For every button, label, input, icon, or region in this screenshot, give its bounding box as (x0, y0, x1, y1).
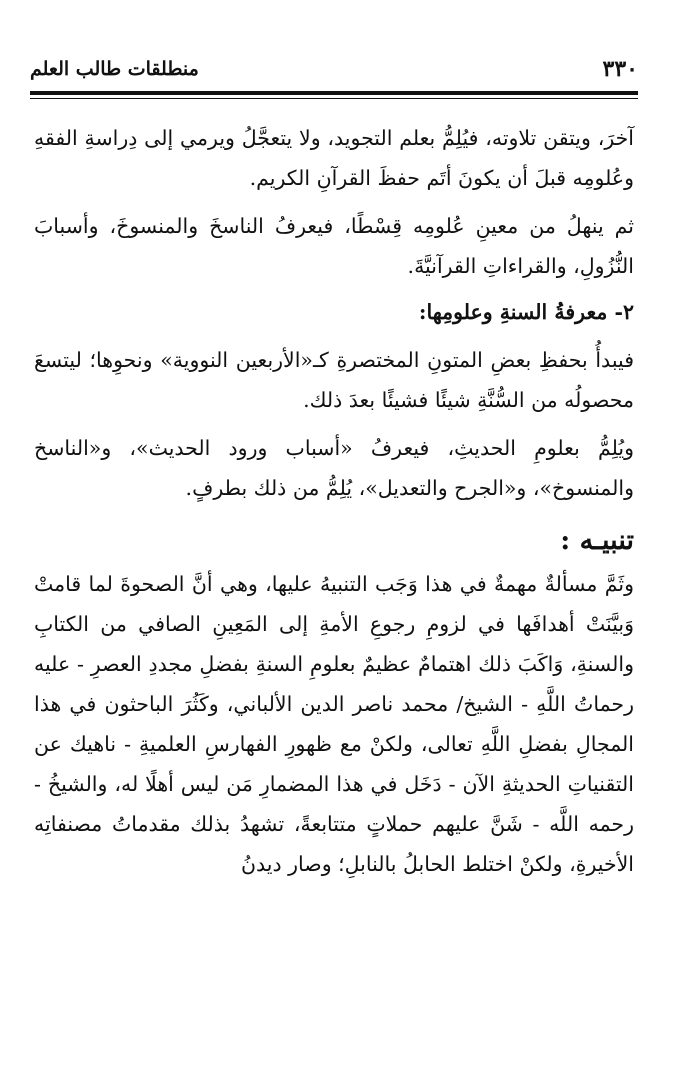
page-body (34, 118, 634, 884)
paragraph-5: وثَمَّ مسألةٌ مهمةٌ في هذا وَجَب التنبيهُ عليها، وهي أنَّ الصحوةَ لما قامتْ وَبيَّنَتْ أهدافَها في لزومِ رجوعِ الأمةِ إلى المَعِينِ الصافي من الكتابِ والسنةِ، وَاكَبَ ذلك اهتمامٌ عظيمٌ بعلومِ السنةِ بفضلِ مجددِ العصرِ - عليه رحماتُ اللَّهِ - الشيخ/ محمد ناصر الدين الألباني، وكَثُرَ الباحثون في هذا المجالِ بفضلِ اللَّهِ تعالى، ولكنْ مع ظهورِ الفهارسِ العلميةِ - ناهيك عن التقنياتِ الحديثةِ الآن - دَخَل في هذا المضمارِ مَن ليس أهلًا له، والشيخُ - رحمه اللَّه - شَنَّ عليهم حملاتٍ متتابعةً، تشهدُ بذلك مقدماتُ مصنفاتِه الأخيرةِ، ولكنْ اختلط الحابلُ بالنابلِ؛ وصار ديدنُ (34, 572, 634, 876)
alert-heading: تنبيـه : (560, 525, 634, 556)
paragraph-4: ويُلِمُّ بعلومِ الحديثِ، فيعرفُ «أسباب ورود الحديث»، و«الناسخ والمنسوخ»، و«الجرح والتعديل»، يُلِمُّ من ذلك بطرفٍ. (34, 436, 634, 500)
page-header (30, 52, 638, 86)
page-number: ٣٣٠ (602, 56, 638, 82)
paragraph-2: ثم ينهلُ من معينِ عُلومِه قِسْطًا، فيعرفُ الناسخَ والمنسوخَ، وأسبابَ النُّزُولِ، والقراءاتِ القرآنيَّةَ. (34, 214, 634, 278)
paragraph-1: آخرَ، ويتقن تلاوته، فيُلِمُّ بعلم التجويد، ولا يتعجَّلُ ويرمي إلى دِراسةِ الفقهِ وعُلومِه قبلَ أن يكونَ أتَم حفظَ القرآنِ الكريم. (34, 126, 634, 190)
section-heading-sunnah: ٢- معرفةُ السنةِ وعلومِها: (418, 300, 634, 324)
header-rule-thin (30, 98, 638, 99)
header-rule-thick (30, 91, 638, 95)
running-title: منطلقات طالب العلم (30, 58, 199, 80)
paragraph-3: فيبدأُ بحفظِ بعضِ المتونِ المختصرةِ كـ«الأربعين النووية» ونحوِها؛ ليتسعَ محصولُه من السُّنَّةِ شيئًا فشيئًا بعدَ ذلك. (34, 348, 634, 412)
